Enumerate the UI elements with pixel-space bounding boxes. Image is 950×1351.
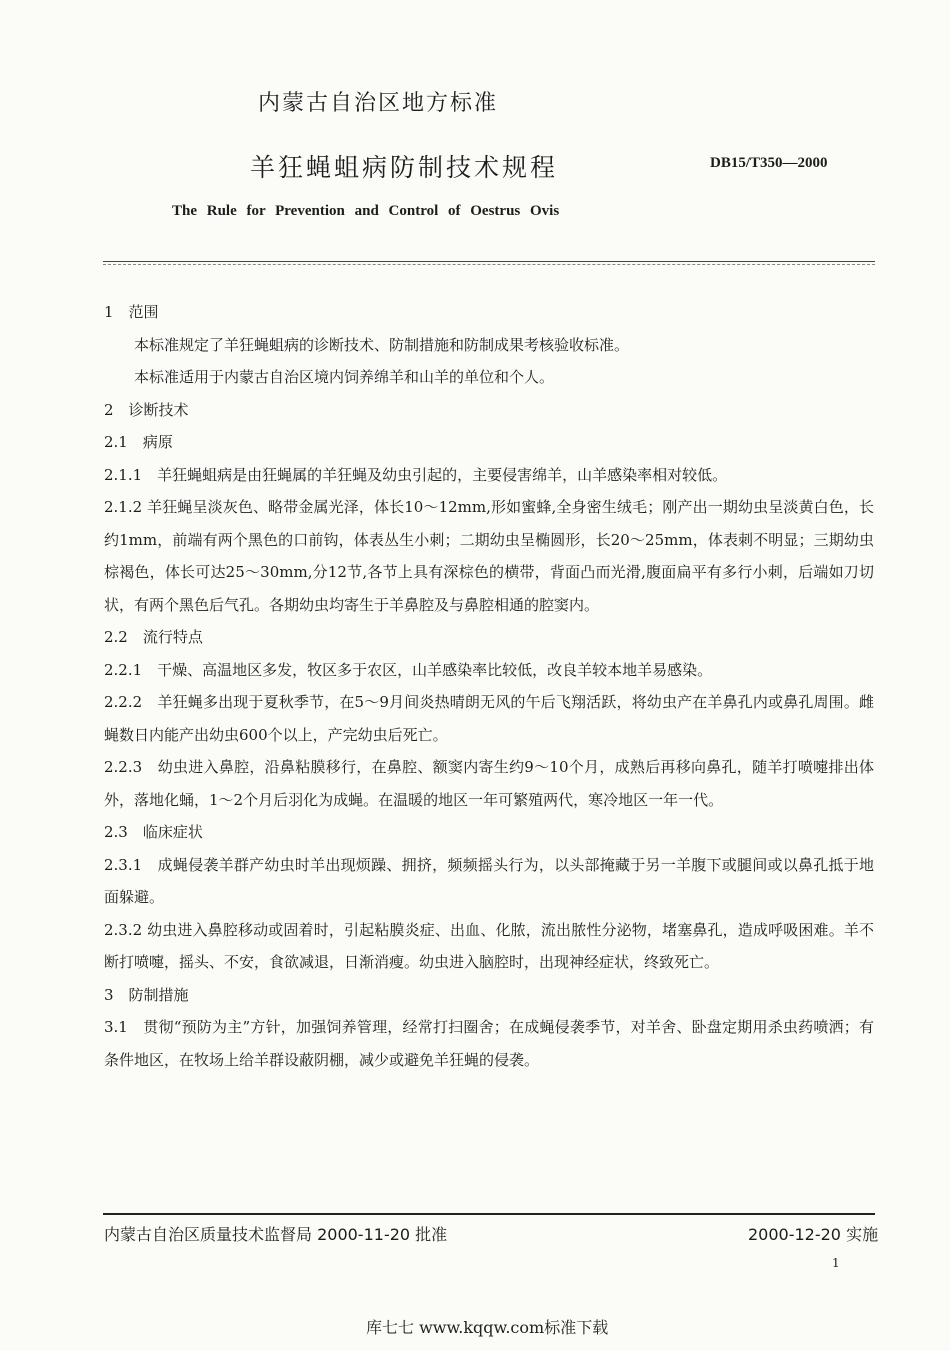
paragraph: 2.1.2 羊狂蝇呈淡灰色、略带金属光泽，体长10～12mm,形如蜜蜂,全身密生绒毛；刚产出一期幼虫呈淡黄白色，长约1mm，前端有两个黑色的口前钩，体表丛生小刺；二期幼虫呈椭圆形，长20～25mm，体表刺不明显；三期幼虫棕褐色，体长可达25～30mm,分12节,各节上具有深棕色的横带，背面凸而光滑,腹面扁平有多行小刺，后端如刀切状，有两个黑色后气孔。各期幼虫均寄生于羊鼻腔及与鼻腔相通的腔窦内。 (104, 498, 874, 614)
paragraph: 2.2.1 干燥、高温地区多发，牧区多于农区，山羊感染率比较低，改良羊较本地羊易感染。 (104, 660, 713, 679)
section-heading: 1 范围 (104, 303, 159, 321)
effective-date: 2000-12-20 实施 (748, 1225, 879, 1244)
document-body (104, 296, 874, 1076)
subsection-heading: 2.3 临床症状 (104, 823, 203, 841)
subsection-heading: 2.1 病原 (104, 433, 173, 451)
paragraph: 2.2.3 幼虫进入鼻腔，沿鼻粘膜移行，在鼻腔、额窦内寄生约9～10个月，成熟后再移向鼻孔，随羊打喷嚏排出体外，落地化蛹，1～2个月后羽化为成蝇。在温暖的地区一年可繁殖两代，寒冷地区一年一代。 (104, 758, 874, 809)
standard-code: DB15/T350—2000 (710, 155, 828, 171)
approval-note: 内蒙古自治区质量技术监督局 2000-11-20 批准 (104, 1225, 448, 1244)
page-number: 1 (832, 1256, 840, 1270)
section-heading: 3 防制措施 (104, 985, 189, 1004)
paragraph: 本标准适用于内蒙古自治区境内饲养绵羊和山羊的单位和个人。 (134, 368, 555, 386)
header-divider (103, 261, 875, 262)
paragraph: 2.1.1 羊狂蝇蛆病是由狂蝇属的羊狂蝇及幼虫引起的，主要侵害绵羊，山羊感染率相对较低。 (104, 465, 728, 484)
section-heading: 2 诊断技术 (104, 400, 189, 419)
header-divider-secondary (103, 264, 875, 265)
footer-divider (103, 1213, 875, 1215)
standard-category: 内蒙古自治区地方标准 (258, 91, 499, 116)
paragraph: 2.2.2 羊狂蝇多出现于夏秋季节，在5～9月间炎热晴朗无风的午后飞翔活跃，将幼虫产在羊鼻孔内或鼻孔周围。雌蝇数日内能产出幼虫600个以上，产完幼虫后死亡。 (104, 693, 874, 744)
paragraph: 3.1 贯彻“预防为主”方针，加强饲养管理，经常打扫圈舍；在成蝇侵袭季节，对羊舍、卧盘定期用杀虫药喷洒；有条件地区，在牧场上给羊群设蔽阴棚，减少或避免羊狂蝇的侵袭。 (104, 1018, 874, 1069)
paragraph: 2.3.1 成蝇侵袭羊群产幼虫时羊出现烦躁、拥挤，频频摇头行为，以头部掩藏于另一羊腹下或腿间或以鼻孔抵于地面躲避。 (104, 855, 874, 906)
paragraph: 2.3.2 幼虫进入鼻腔移动或固着时，引起粘膜炎症、出血、化脓，流出脓性分泌物，堵塞鼻孔，造成呼吸困难。羊不断打喷嚏，摇头、不安，食欲减退，日渐消瘦。幼虫进入脑腔时，出现神经症状，终致死亡。 (104, 920, 874, 971)
page-title: 羊狂蝇蛆病防制技术规程 (250, 153, 559, 182)
subsection-heading: 2.2 流行特点 (104, 628, 203, 646)
paragraph: 本标准规定了羊狂蝇蛆病的诊断技术、防制措施和防制成果考核验收标准。 (134, 335, 630, 354)
english-title: The Rule for Prevention and Control of Oestrus Ovis (172, 203, 560, 219)
download-watermark: 库七七 www.kqqw.com标准下载 (366, 1318, 609, 1337)
